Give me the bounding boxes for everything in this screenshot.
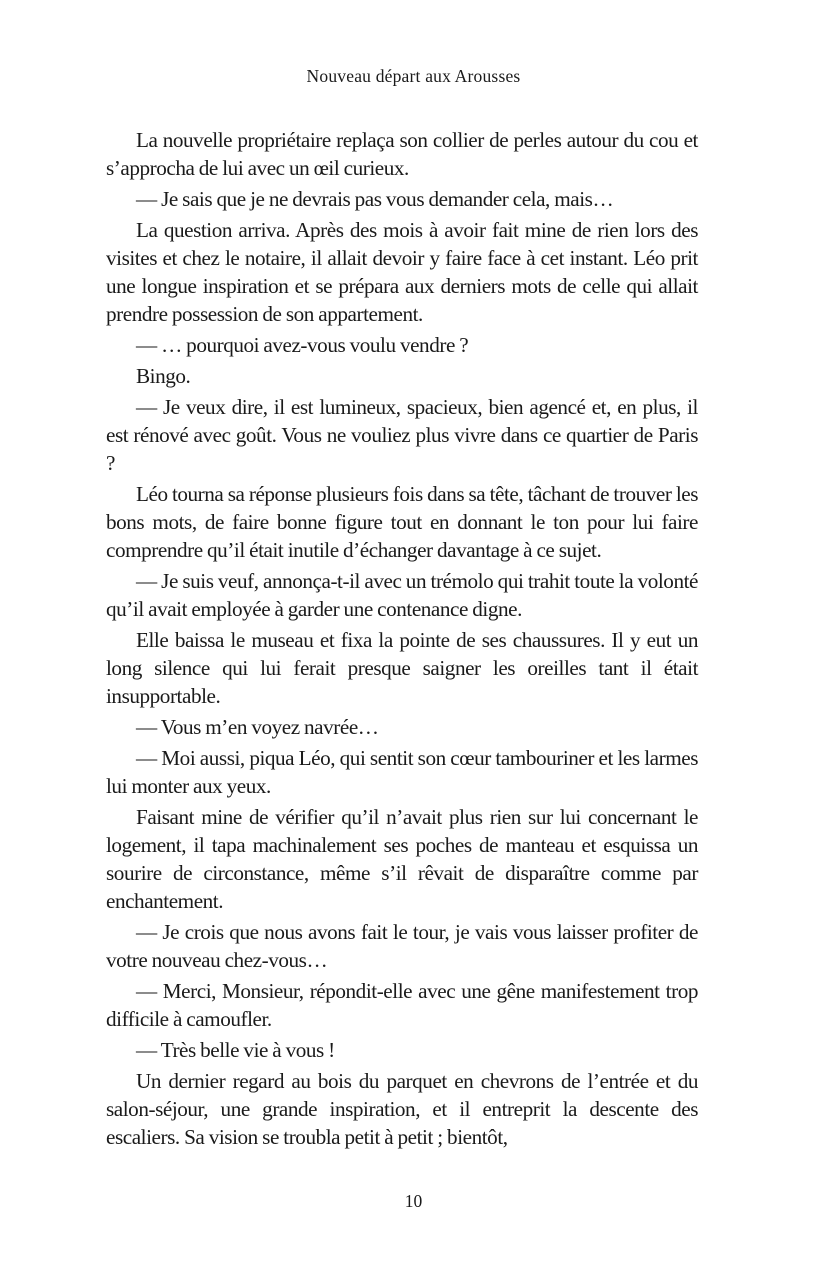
paragraph: Elle baissa le museau et fixa la pointe de ses chaussures. Il y eut un long silence qui lui ferait presque saigner les oreilles tant il était insupportable. <box>106 628 698 708</box>
paragraph: Faisant mine de vérifier qu’il n’avait plus rien sur lui concernant le logement, il tapa machinalement ses poches de manteau et esquissa un sourire de circonstance, même s’il rêvait de disparaître comme par enchantement. <box>106 805 698 913</box>
paragraph: — Merci, Monsieur, répondit-elle avec une gêne manifestement trop difficile à camoufler. <box>106 979 698 1031</box>
paragraph: — Vous m’en voyez navrée… <box>136 715 379 739</box>
paragraph: La question arriva. Après des mois à avoir fait mine de rien lors des visites et chez le notaire, il allait devoir y faire face à cet instant. Léo prit une longue inspiration et se prépara aux derniers mots de celle qui allait prendre possession de son appartement. <box>106 218 698 326</box>
page-number: 10 <box>404 1191 423 1211</box>
paragraph: — Je veux dire, il est lumineux, spacieux, bien agencé et, en plus, il est rénové avec goût. Vous ne vouliez plus vivre dans ce quartier de Paris ? <box>106 395 698 475</box>
paragraph: — Je suis veuf, annonça-t-il avec un trémolo qui trahit toute la volonté qu’il avait employée à garder une contenance digne. <box>106 569 698 621</box>
paragraph: — Je crois que nous avons fait le tour, je vais vous laisser profiter de votre nouveau chez-vous… <box>106 920 698 972</box>
paragraph: — Je sais que je ne devrais pas vous demander cela, mais… <box>136 187 614 211</box>
paragraph: — Moi aussi, piqua Léo, qui sentit son cœur tambouriner et les larmes lui monter aux yeux. <box>106 746 698 798</box>
running-header-title: Nouveau départ aux Arousses <box>306 66 521 86</box>
paragraph: La nouvelle propriétaire replaça son collier de perles autour du cou et s’approcha de lui avec un œil curieux. <box>106 128 698 180</box>
paragraph: Léo tourna sa réponse plusieurs fois dans sa tête, tâchant de trouver les bons mots, de faire bonne figure tout en donnant le ton pour lui faire comprendre qu’il était inutile d’échanger davantage à ce sujet. <box>106 482 698 562</box>
paragraph: Un dernier regard au bois du parquet en chevrons de l’entrée et du salon-séjour, une grande inspiration, et il entreprit la descente des escaliers. Sa vision se troubla petit à petit ; bientôt, <box>106 1069 698 1149</box>
paragraph: — … pourquoi avez-vous voulu vendre ? <box>136 333 469 357</box>
paragraph: Bingo. <box>136 364 191 388</box>
body-text <box>106 126 698 1151</box>
paragraph: — Très belle vie à vous ! <box>136 1038 335 1062</box>
